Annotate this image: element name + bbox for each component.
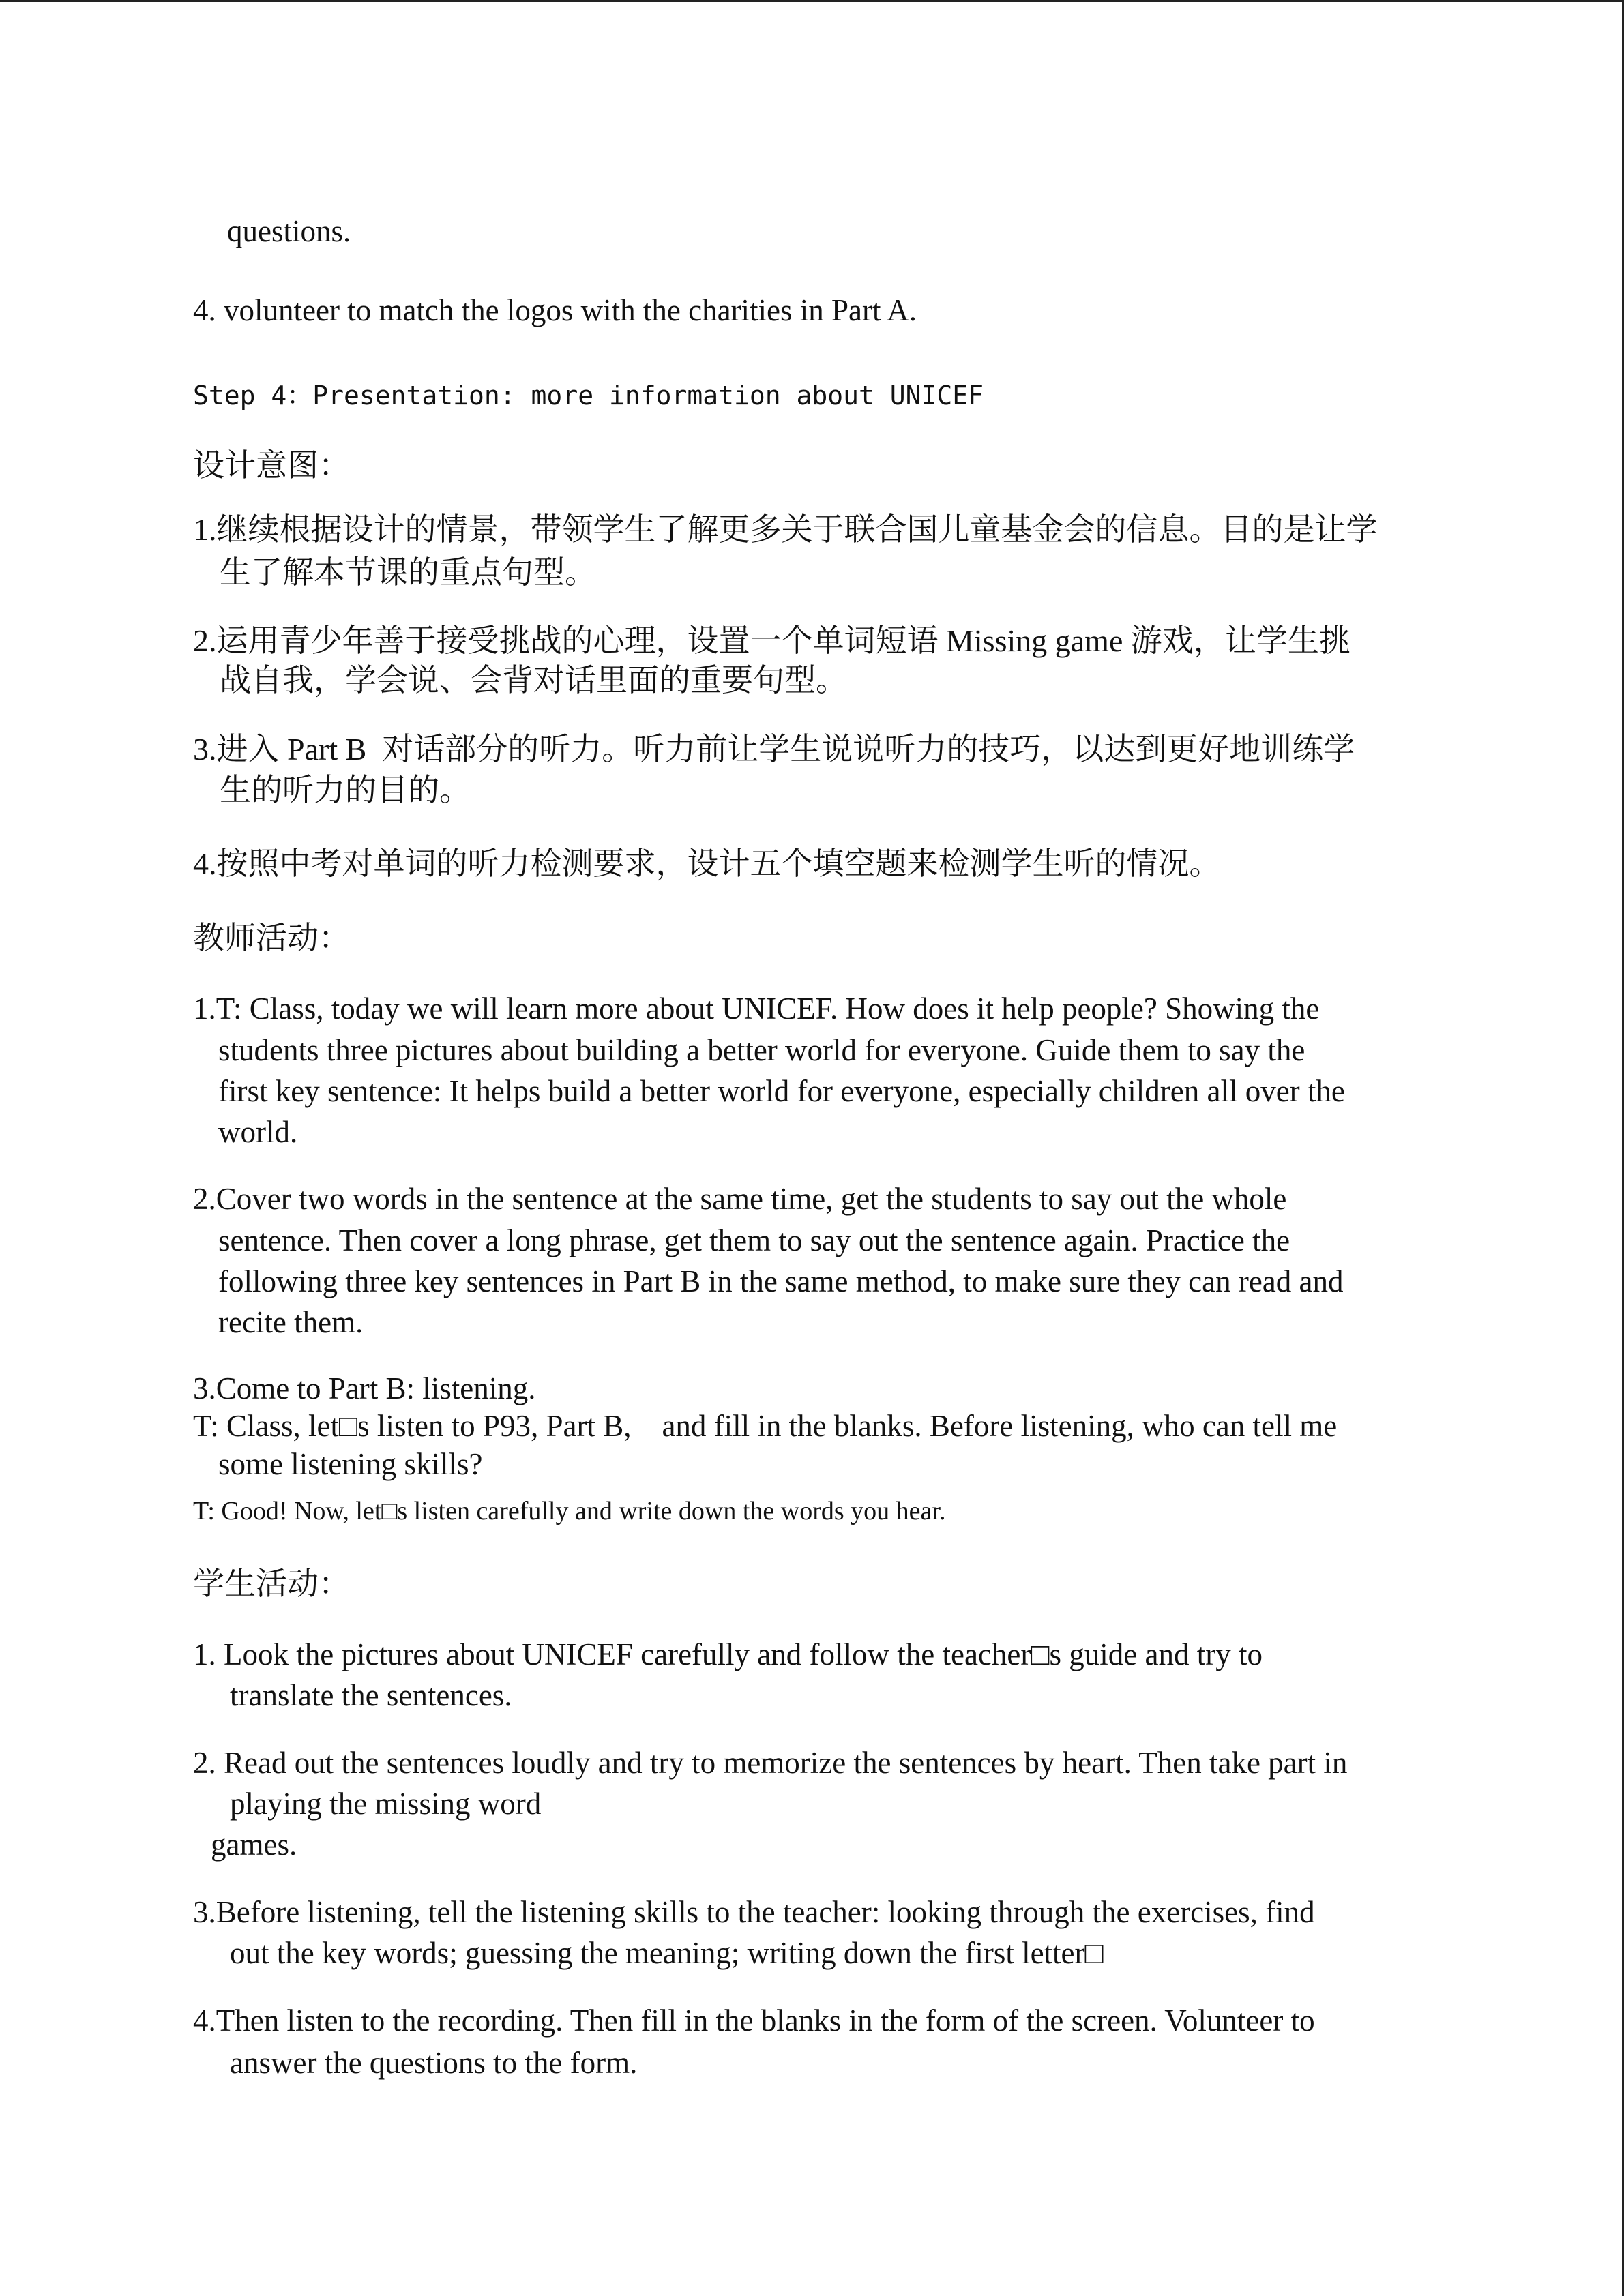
teacher-item-3-line-2: T: Class, let□s listen to P93, Part B, and fill in the blanks. Before listening, who can tell me	[193, 1409, 1338, 1443]
design-intent-item-4-line-1: 4.按照中考对单词的听力检测要求，设计五个填空题来检测学生听的情况。	[193, 846, 1221, 881]
teacher-item-3-line-4: T: Good! Now, let□s listen carefully and write down the words you hear.	[193, 1497, 946, 1525]
teacher-item-1-line-1: 1.T: Class, today we will learn more about UNICEF. How does it help people? Showing the	[193, 992, 1320, 1026]
design-intent-item-3-line-1: 3.进入 Part B 对话部分的听力。听力前让学生说说听力的技巧，以达到更好地训练学	[193, 732, 1355, 766]
prev-item-4-line: 4. volunteer to match the logos with the charities in Part A.	[193, 293, 917, 327]
design-intent-item-2-line-2: 战自我，学会说、会背对话里面的重要句型。	[220, 663, 847, 698]
teacher-activities-heading: 教师活动：	[193, 921, 350, 955]
student-item-3-line-1: 3.Before listening, tell the listening skills to the teacher: looking through the exercises, find	[193, 1895, 1315, 1929]
step-title: Step 4：Presentation: more information about UNICEF	[193, 381, 984, 411]
student-item-2-line-1: 2. Read out the sentences loudly and try to memorize the sentences by heart. Then take part in	[193, 1746, 1348, 1780]
prev-item-tail-line: questions.	[227, 214, 351, 248]
student-item-1-line-1: 1. Look the pictures about UNICEF carefully and follow the teacher□s guide and try to	[193, 1637, 1263, 1671]
teacher-item-2-line-4: recite them.	[218, 1305, 364, 1339]
teacher-item-2-line-3: following three key sentences in Part B in the same method, to make sure they can read and	[218, 1264, 1344, 1298]
teacher-item-2-line-1: 2.Cover two words in the sentence at the same time, get the students to say out the whole	[193, 1182, 1287, 1216]
student-item-3-line-2: out the key words; guessing the meaning; writing down the first letter□	[230, 1936, 1104, 1970]
design-intent-item-1-line-1: 1.继续根据设计的情景，带领学生了解更多关于联合国儿童基金会的信息。目的是让学	[193, 512, 1378, 547]
teacher-item-1-line-4: world.	[218, 1115, 298, 1149]
design-intent-heading: 设计意图：	[193, 448, 350, 483]
student-item-2-line-3: games.	[211, 1828, 297, 1862]
teacher-item-3-line-3: some listening skills?	[218, 1447, 483, 1481]
teacher-item-2-line-2: sentence. Then cover a long phrase, get them to say out the sentence again. Practice the	[218, 1223, 1290, 1257]
student-activities-heading: 学生活动：	[193, 1566, 350, 1601]
student-item-1-line-2: translate the sentences.	[230, 1678, 512, 1712]
student-item-4-line-2: answer the questions to the form.	[230, 2046, 638, 2080]
student-item-2-line-2: playing the missing word	[230, 1787, 542, 1821]
design-intent-item-3-line-2: 生的听力的目的。	[220, 773, 471, 807]
teacher-item-1-line-3: first key sentence: It helps build a better world for everyone, especially children all over the	[218, 1074, 1345, 1108]
teacher-item-1-line-2: students three pictures about building a better world for everyone. Guide them to say the	[218, 1033, 1305, 1067]
design-intent-item-2-line-1: 2.运用青少年善于接受挑战的心理，设置一个单词短语 Missing game 游戏，让学生挑	[193, 623, 1350, 658]
design-intent-item-1-line-2: 生了解本节课的重点句型。	[220, 555, 596, 590]
student-item-4-line-1: 4.Then listen to the recording. Then fill in the blanks in the form of the screen. Volunteer to	[193, 2003, 1315, 2038]
teacher-item-3-line-1: 3.Come to Part B: listening.	[193, 1371, 536, 1405]
